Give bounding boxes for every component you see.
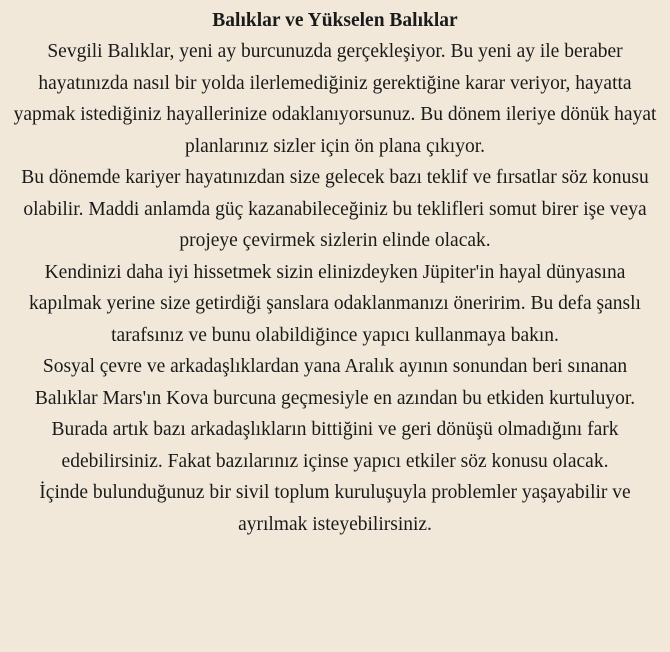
paragraph-5: İçinde bulunduğunuz bir sivil toplum kuruluşuyla problemler yaşayabilir ve ayrılmak isteyebilirsiniz. [39, 482, 631, 535]
paragraph-1: Sevgili Balıklar, yeni ay burcunuzda gerçekleşiyor. Bu yeni ay ile beraber hayatınızda nasıl bir yolda ilerlemediğiniz gerektiğine karar veriyor, hayatta yapmak istediğiniz hayallerinize odaklanıyorsunuz. Bu dönem ileriye dönük hayat planlarınız sizler için ön plana çıkıyor. [13, 41, 657, 157]
paragraph-3: Kendinizi daha iyi hissetmek sizin elinizdeyken Jüpiter'in hayal dünyasına kapılmak yerine size getirdiği şanslara odaklanmanızı öneririm. Bu defa şanslı tarafsınız ve bunu olabildiğince yapıcı kullanmaya bakın. [29, 261, 641, 346]
paragraph-2: Bu dönemde kariyer hayatınızdan size gelecek bazı teklif ve fırsatlar söz konusu olabilir. Maddi anlamda güç kazanabileceğiniz bu teklifleri somut birer işe veya projeye çevirmek sizlerin elinde olacak. [21, 167, 649, 251]
article-title: Balıklar ve Yükselen Balıklar [212, 10, 458, 31]
paragraph-4: Sosyal çevre ve arkadaşlıklardan yana Aralık ayının sonundan beri sınanan Balıklar Mars'ın Kova burcuna geçmesiyle en azından bu etkiden kurtuluyor. Burada artık bazı arkadaşlıkların bittiğini ve geri dönüşü olmadığını fark edebilirsiniz. Fakat bazılarınız içinse yapıcı etkiler söz konusu olacak. [34, 356, 636, 472]
